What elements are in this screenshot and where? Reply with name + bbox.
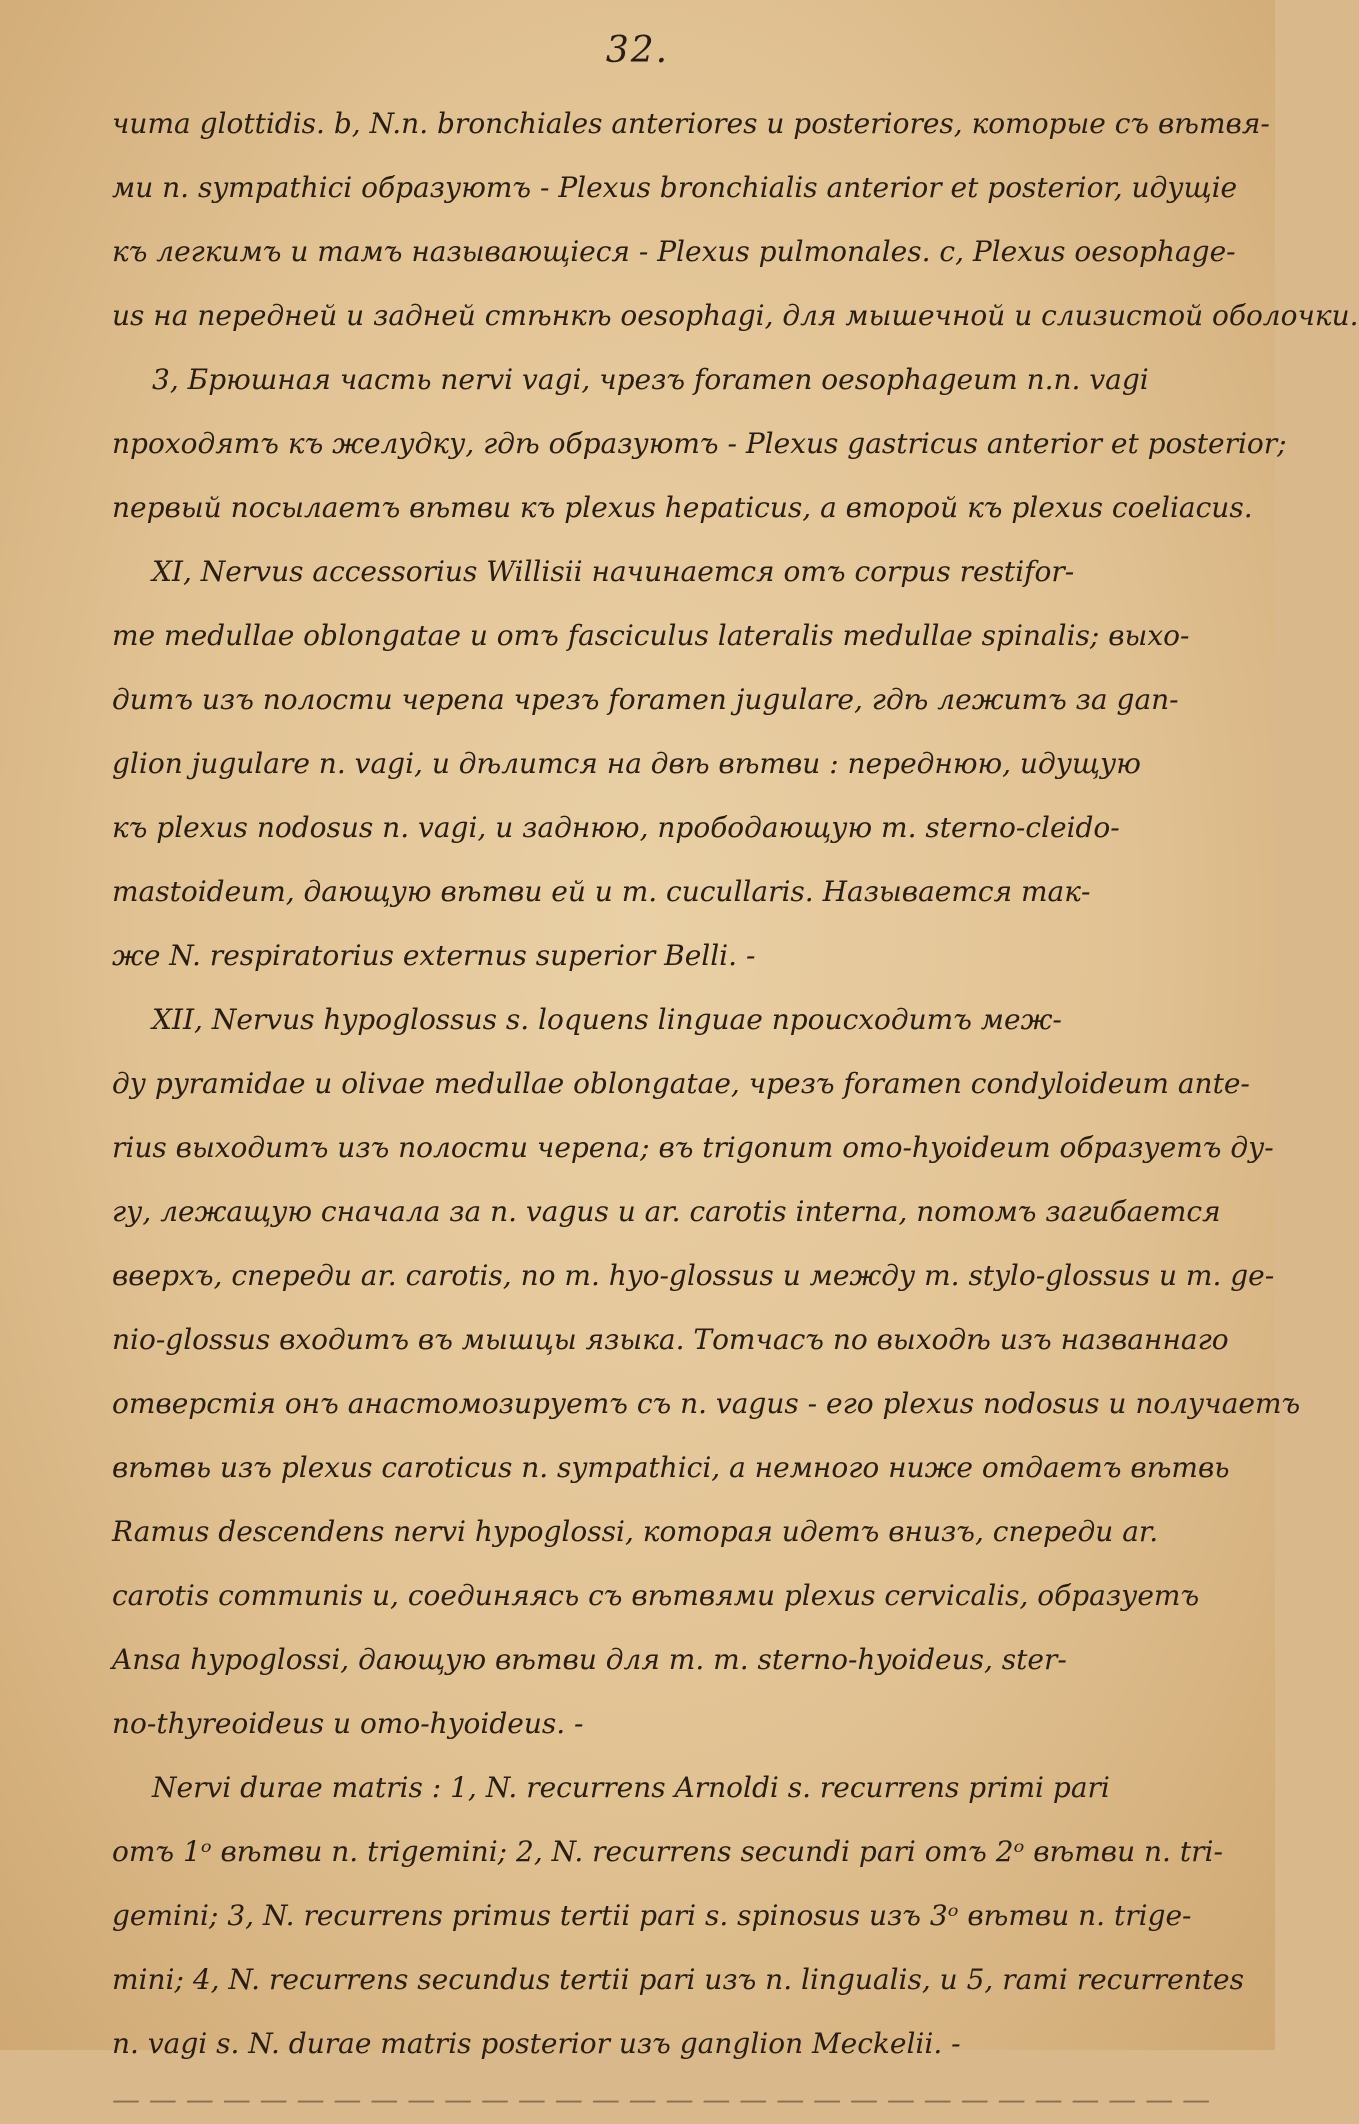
text-line: первый посылаетъ вѣтви къ plexus hepaticus, а второй къ plexus coeliacus.: [112, 491, 1253, 524]
text-line: no-thyreoideus и omo-hyoideus. -: [112, 1707, 584, 1740]
text-line: къ plexus nodosus п. vagi, и заднюю, прободающую m. sterno-cleido-: [112, 811, 1120, 844]
text-line: rius выходитъ изъ полости черепа; въ trigonum omo-hyoideum образуетъ ду-: [112, 1131, 1274, 1164]
section-heading-xii: XII, Nervus hypoglossus s. loquens linguae происходитъ меж-: [152, 1003, 1062, 1036]
text-line: проходятъ къ желудку, гдѣ образуютъ - Plexus gastricus anterior et posterior;: [112, 427, 1287, 460]
text-line: гу, лежащую сначала за п. vagus и ar. carotis interna, потомъ загибается: [112, 1195, 1221, 1228]
text-line: же N. respiratorius externus superior Belli. -: [112, 939, 756, 972]
text-line: Ramus descendens nervi hypoglossi, которая идетъ внизъ, спереди ar.: [112, 1515, 1159, 1548]
text-line: вѣтвь изъ plexus caroticus п. sympathici, а немного ниже отдаетъ вѣтвь: [112, 1451, 1230, 1484]
text-line: п. vagi s. N. durae matris posterior изъ ganglion Meckelii. -: [112, 2027, 961, 2060]
text-line: чита glottidis. b, N.n. bronchiales anteriores и posteriores, которые съ вѣтвя-: [112, 107, 1270, 140]
text-line: me medullae oblongatae и отъ fasciculus lateralis medullae spinalis; выхо-: [112, 619, 1190, 652]
text-line: us на передней и задней стѣнкѣ oesophagi, для мышечной и слизистой оболочки.: [112, 299, 1359, 332]
text-line: къ легкимъ и тамъ называющiеся - Plexus pulmonales. с, Plexus oesophage-: [112, 235, 1236, 268]
manuscript-text: [112, 92, 1359, 2124]
page-number: 32.: [605, 30, 670, 71]
text-line: отъ 1ᵒ вѣтви п. trigemini; 2, N. recurrens secundi pari отъ 2ᵒ вѣтви п. tri-: [112, 1835, 1223, 1868]
text-line: 3, Брюшная часть nervi vagi, чрезъ foramen oesophageum п.п. vagi: [152, 363, 1149, 396]
text-line: nio-glossus входитъ въ мышцы языка. Тотчасъ по выходѣ изъ названнаго: [112, 1323, 1229, 1356]
text-line: carotis communis и, соединяясь съ вѣтвями plexus cervicalis, образуетъ: [112, 1579, 1200, 1612]
section-heading-nervi-durae: Nervi durae matris : 1, N. recurrens Arnoldi s. recurrens primi pari: [152, 1771, 1110, 1804]
text-line: дитъ изъ полости черепа чрезъ foramen jugulare, гдѣ лежитъ за gan-: [112, 683, 1179, 716]
text-line: mini; 4, N. recurrens secundus tertii pari изъ п. lingualis, и 5, rami recurrentes: [112, 1963, 1244, 1996]
text-line: вверхъ, спереди ar. carotis, по m. hyo-glossus и между m. stylo-glossus и m. ge-: [112, 1259, 1275, 1292]
text-line: Ansa hypoglossi, дающую вѣтви для m. m. sterno-hyoideus, ster-: [112, 1643, 1067, 1676]
text-line: glion jugulare п. vagi, и дѣлится на двѣ вѣтви : переднюю, идущую: [112, 747, 1141, 780]
text-line: mastoideum, дающую вѣтви ей и m. cucullaris. Называется так-: [112, 875, 1091, 908]
text-line: отверстiя онъ анастомозируетъ съ п. vagus - его plexus nodosus и получаетъ: [112, 1387, 1301, 1420]
section-heading-xi: XI, Nervus accessorius Willisii начинается отъ corpus restifor-: [152, 555, 1075, 588]
text-line: ми п. sympathici образуютъ - Plexus bronchialis anterior et posterior, идущiе: [112, 171, 1238, 204]
text-line: gemini; 3, N. recurrens primus tertii pari s. spinosus изъ 3ᵒ вѣтви п. trige-: [112, 1899, 1192, 1932]
text-line: ду pyramidae и olivae medullae oblongatae, чрезъ foramen condyloideum ante-: [112, 1067, 1250, 1100]
faint-bleed-through-line: — — — — — — — — — — — — — — — — — — — — — — — — — — — — — —: [112, 2083, 1211, 2116]
